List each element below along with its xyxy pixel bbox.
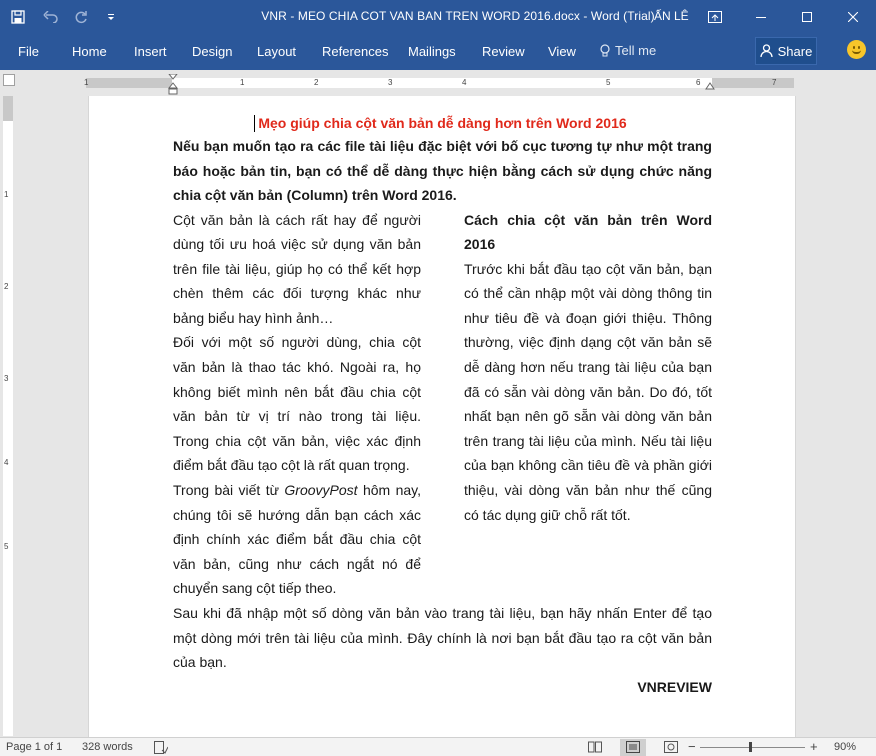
share-button[interactable]: [755, 37, 817, 65]
document-body[interactable]: [173, 113, 712, 699]
right-column: [464, 208, 712, 602]
two-column-section: [173, 208, 712, 602]
page-count[interactable]: Page 1 of 1: [6, 741, 63, 753]
window-controls: [692, 0, 876, 34]
left-column: [173, 208, 421, 602]
proofing-icon[interactable]: [154, 741, 168, 754]
share-label: Share: [777, 43, 813, 59]
tab-design[interactable]: Design: [192, 44, 233, 59]
tab-insert[interactable]: Insert: [134, 44, 167, 59]
ruler-number: 1: [4, 190, 9, 199]
word-count[interactable]: 328 words: [82, 741, 133, 753]
tab-selector[interactable]: [3, 74, 15, 86]
tab-view[interactable]: View: [548, 44, 576, 59]
left-paragraph-3: Trong bài viết từ GroovyPost hôm nay, chúng tôi sẽ hướng dẫn bạn cách xác định chính xác điểm bắt đầu chia cột văn bản, cũng như cách ngắt nó để chuyển sang cột tiếp theo.: [173, 482, 422, 597]
tell-me-search[interactable]: [600, 43, 656, 58]
lightbulb-icon: [600, 44, 610, 58]
user-name[interactable]: ẤN LÊ: [654, 9, 689, 23]
ruler-number: 5: [4, 542, 9, 551]
ruler-number: 5: [606, 78, 611, 87]
document-heading: Mẹo giúp chia cột văn bản dễ dàng hơn trên Word 2016: [258, 115, 627, 131]
right-indent-marker-icon[interactable]: [705, 82, 715, 90]
ruler-number: 1: [240, 78, 245, 87]
zoom-out-icon[interactable]: −: [688, 739, 696, 754]
ruler-number: 1: [84, 78, 89, 87]
signature: VNREVIEW: [637, 678, 712, 695]
close-icon[interactable]: [830, 0, 876, 34]
ribbon-display-icon[interactable]: [692, 0, 738, 34]
ruler-number: 7: [772, 78, 777, 87]
zoom-in-icon[interactable]: +: [810, 739, 818, 754]
horizontal-ruler[interactable]: [86, 78, 794, 88]
person-icon: [760, 44, 773, 58]
ruler-number: 3: [388, 78, 393, 87]
zoom-level[interactable]: 90%: [834, 741, 857, 753]
zoom-slider-track[interactable]: [700, 747, 805, 748]
status-bar: [0, 737, 876, 756]
ruler-number: 6: [696, 78, 701, 87]
title-bar: [0, 0, 876, 34]
maximize-icon[interactable]: [784, 0, 830, 34]
ribbon-tabs: [0, 34, 876, 70]
tab-layout[interactable]: Layout: [257, 44, 297, 59]
tell-me-label: Tell me: [615, 43, 657, 58]
ruler-number: 2: [4, 282, 9, 291]
indent-marker-icon[interactable]: [168, 74, 178, 96]
after-columns-paragraph: Sau khi đã nhập một số dòng văn bản vào trang tài liệu, bạn hãy nhấn Enter để tạo một dòng mới trên tài liệu của mình. Đây chính là nơi bạn bắt đầu tạo ra cột văn bản của bạn.: [173, 605, 712, 671]
vertical-ruler[interactable]: [3, 96, 13, 736]
tab-references[interactable]: References: [322, 44, 389, 59]
zoom-slider-thumb[interactable]: [749, 742, 752, 752]
source-name: GroovyPost: [284, 482, 358, 499]
right-paragraph-1: Trước khi bắt đầu tạo cột văn bản, bạn có thể cần nhập một vài dòng thông tin như tiêu đề và đoạn giới thiệu. Thông thường, việc định dạng cột văn bản sẽ dễ dàng hơn nếu trang tài liệu của bạn đã có sẵn vài dòng văn bản. Do đó, tốt nhất bạn nên gõ sẵn vài dòng văn bản trên trang tài liệu của mình. Nếu tài liệu của bạn không cần tiêu đề và phần giới thiệu, vài dòng văn bản như thế cũng có tác dụng giữ chỗ rất tốt.: [464, 260, 712, 523]
left-paragraph-2: Đối với một số người dùng, chia cột văn bản là thao tác khó. Ngoài ra, họ không biết mình nên bắt đầu chia cột văn bản từ vị trí nào trong tài liệu. Trong chia cột văn bản, việc xác định điểm bắt đầu tạo cột là rất quan trọng.: [173, 334, 421, 474]
read-mode-icon[interactable]: [588, 741, 602, 753]
tab-review[interactable]: Review: [482, 44, 525, 59]
tab-file[interactable]: File: [18, 44, 39, 59]
web-layout-icon[interactable]: [664, 741, 678, 753]
print-layout-icon[interactable]: [626, 741, 640, 753]
left-paragraph-1: Cột văn bản là cách rất hay để người dùng tối ưu hoá việc sử dụng văn bản trên file tài liệu, giúp họ có thể kết hợp chèn thêm các đối tượng khác như bảng biểu hay hình ảnh…: [173, 211, 421, 326]
ruler-number: 4: [462, 78, 467, 87]
feedback-smiley-icon[interactable]: [847, 40, 866, 59]
ruler-number: 2: [314, 78, 319, 87]
tab-mailings[interactable]: Mailings: [408, 44, 456, 59]
ruler-number: 3: [4, 374, 9, 383]
tab-home[interactable]: Home: [72, 44, 107, 59]
ruler-band: [0, 70, 876, 96]
intro-paragraph: Nếu bạn muốn tạo ra các file tài liệu đặc biệt với bố cục tương tự như một trang báo hoặc bản tin, bạn có thể dễ dàng thực hiện bằng cách sử dụng chức năng chia cột văn bản (Column) trên Word 2016.: [173, 138, 712, 203]
ruler-number: 4: [4, 458, 9, 467]
column-heading: Cách chia cột văn bản trên Word 2016: [464, 211, 712, 253]
text-cursor: [254, 115, 255, 132]
minimize-icon[interactable]: [738, 0, 784, 34]
document-title: VNR - MEO CHIA COT VAN BAN TREN WORD 2016.docx - Word (Trial): [261, 9, 655, 23]
